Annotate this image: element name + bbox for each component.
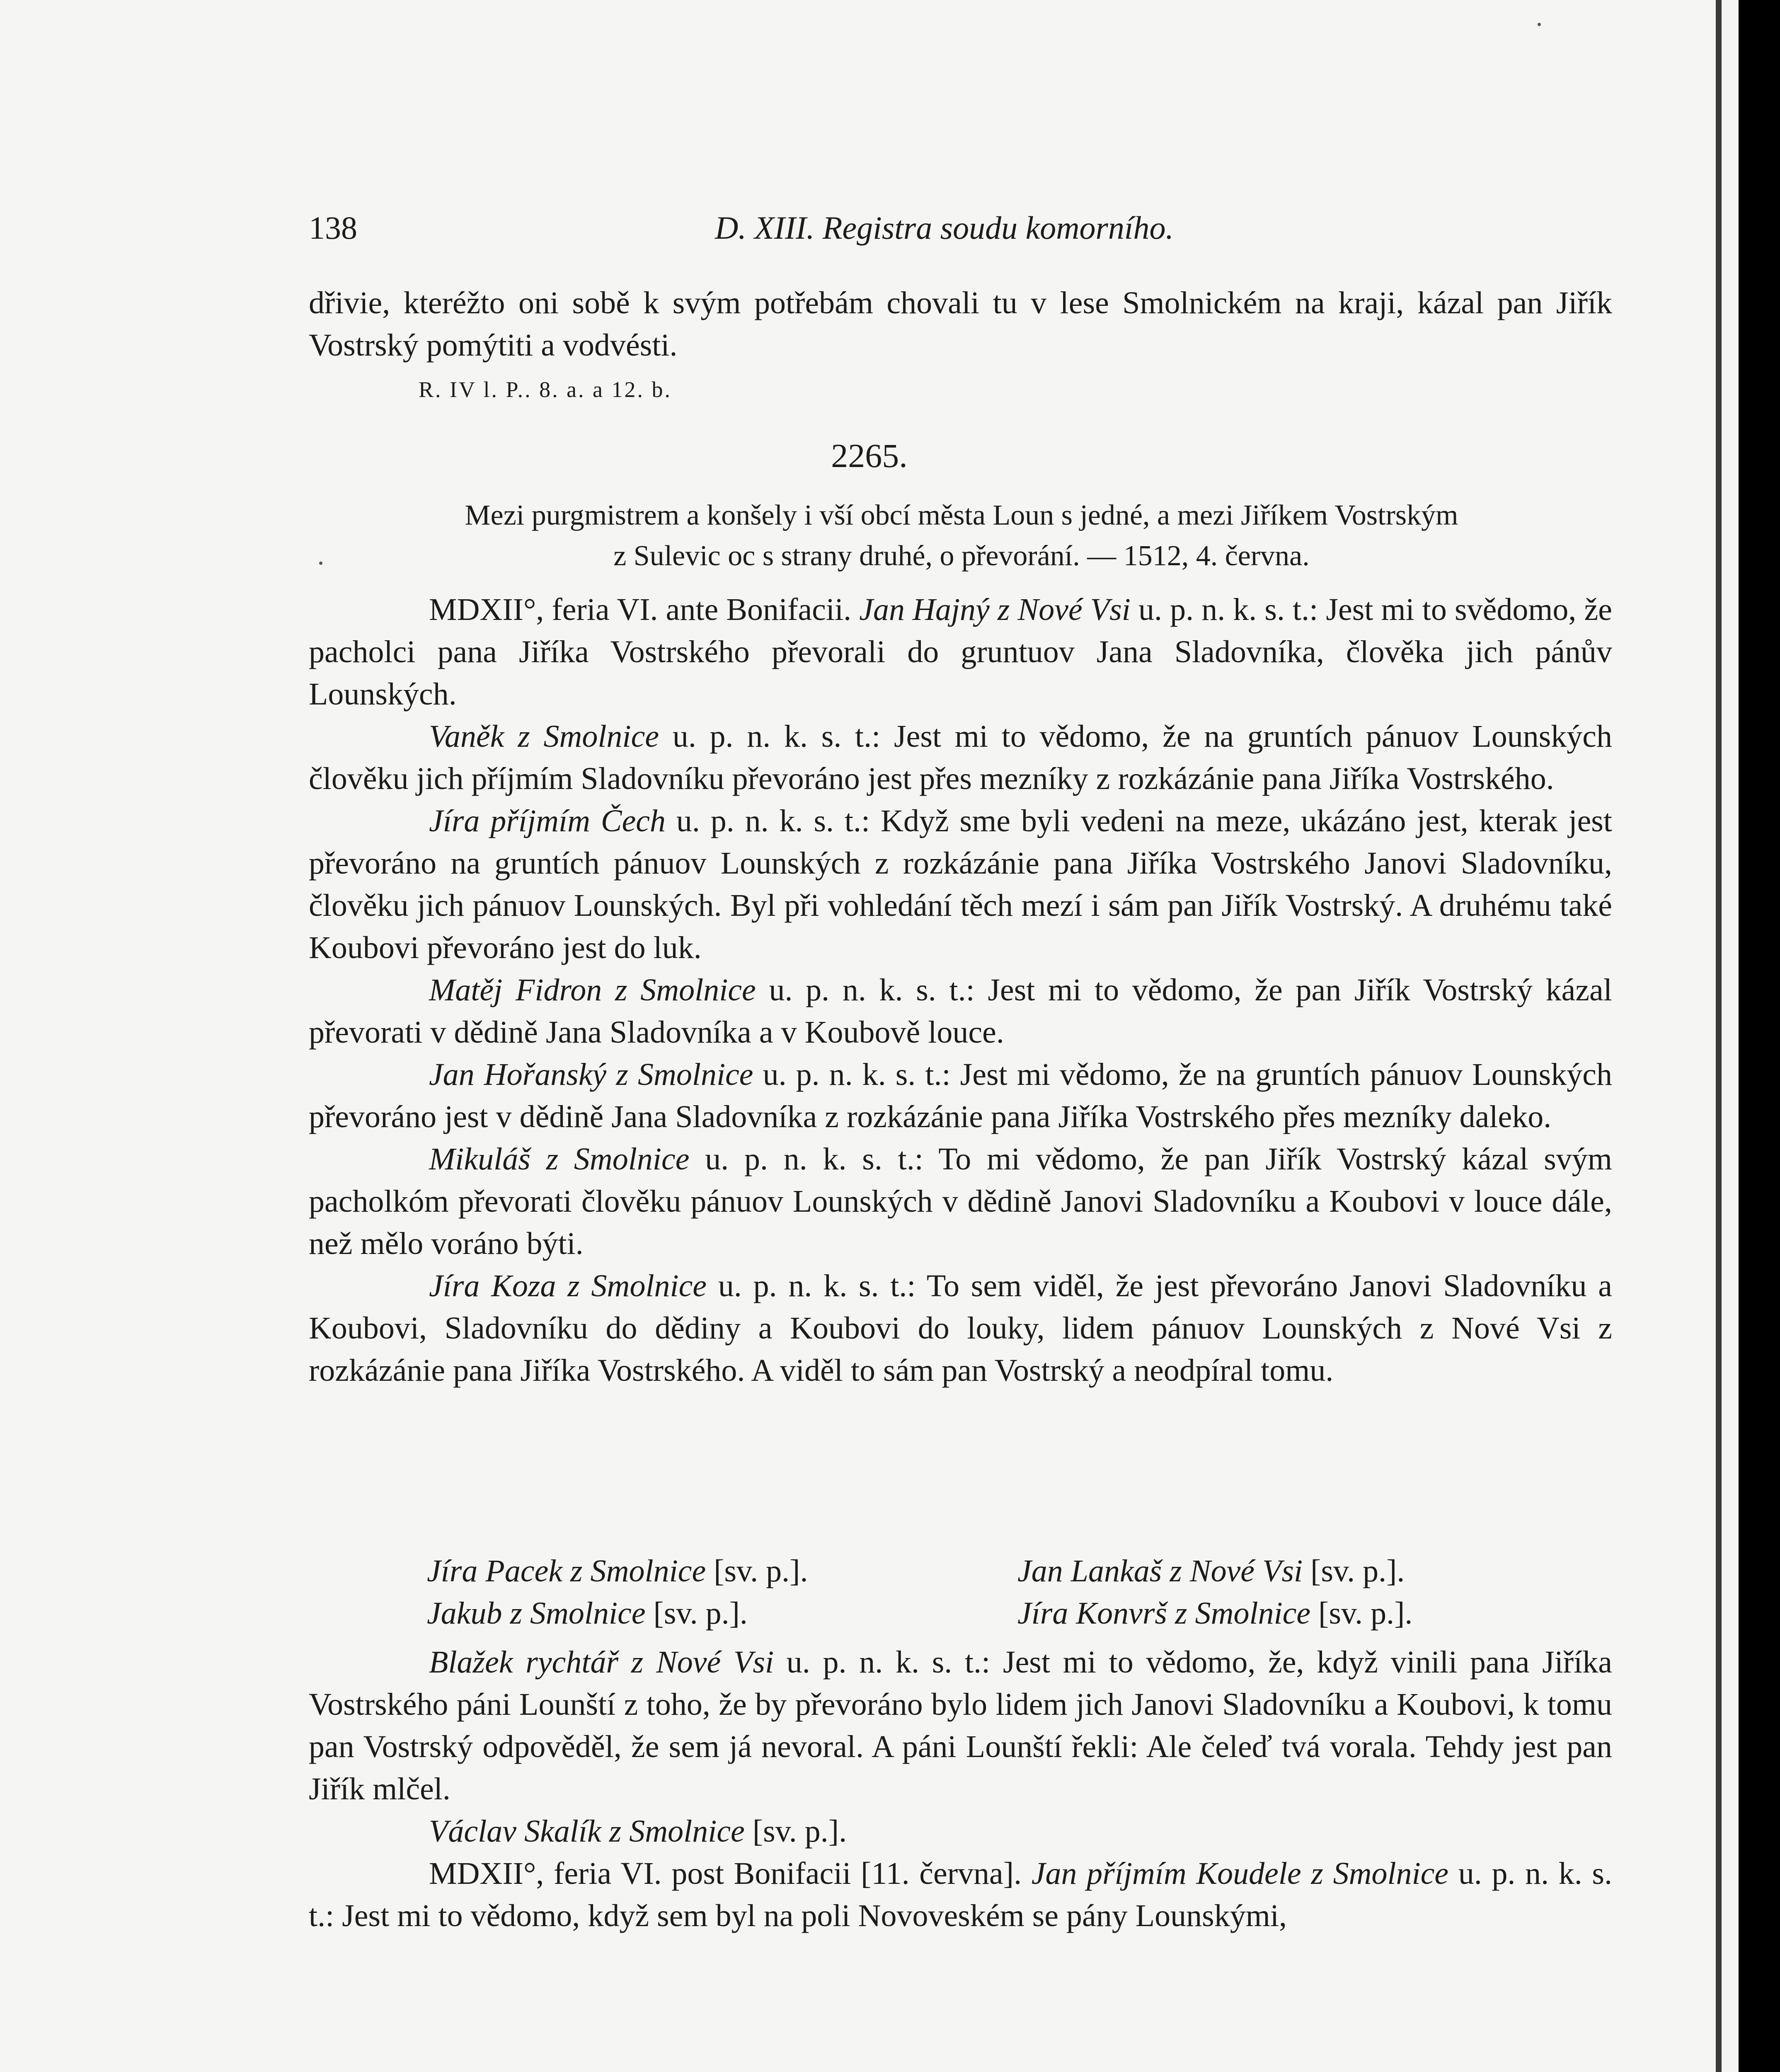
signer [1017,1550,1405,1592]
testimony-body [309,588,1612,1392]
seal-mark: [sv. p.]. [645,1596,748,1631]
intro-text: dřivie, kteréžto oni sobě k svým potřebám chovali tu v lese Smolnickém na kraji, kázal pan Jiřík Vostrský pomýtiti a vodvésti. [309,286,1612,363]
entry-regest [332,495,1591,576]
testimony-paragraph [309,588,1612,715]
testimony-text: u. p. n. k. s. t.: Jest mi to vědomo, že na gruntích pánuov Lounských člověku jich příjmím Sladovníku převoráno jest přes mezníky z rozkázánie pana Jiříka Vostrského. [309,719,1613,796]
seal-mark: [sv. p.]. [706,1554,808,1588]
witness-name: Vaněk z Smolnice [429,719,659,754]
speck-mark [1538,23,1541,26]
testimony-paragraph [309,800,1612,969]
witness-name: Mikuláš z Smolnice [429,1142,690,1176]
signer-name: Jan Lankaš z Nové Vsi [1017,1554,1303,1588]
intro-paragraph [309,282,1612,366]
page-number: 138 [309,210,357,246]
testimony-paragraph [309,1852,1612,1937]
signer [427,1592,748,1634]
archival-reference: R. IV l. P.. 8. a. a 12. b. [419,377,672,402]
witness-name: Jíra příjmím Čech [429,804,666,838]
seal-mark: [sv. p.]. [1303,1554,1405,1588]
running-title: D. XIII. Registra soudu komorního. [715,210,1174,246]
entry-number: 2265. [831,437,908,474]
testimony-text: u. p. n. k. s. t.: To mi vědomo, že pan Jiřík Vostrský kázal svým pacholkóm převorati člověku pánuov Lounských v dědině Janovi Sladovníku a Koubovi v louce dále, než mělo voráno býti. [309,1142,1612,1261]
witness-name: Jan příjmím Koudele z Smolnice [1031,1856,1449,1891]
seal-mark: [sv. p.]. [1310,1596,1413,1631]
regest-line-2: z Sulevic oc s strany druhé, o převorání. — 1512, 4. června. [613,540,1310,572]
witness-name: Matěj Fidron z Smolnice [429,973,756,1007]
testimony-text: u. p. n. k. s. t.: Jest mi to vědomo, že, když vinili pana Jiříka Vostrského páni Lounští z toho, že by převoráno bylo lidem jich Janovi Sladovníku a Koubovi, k tomu pan Vostrský odpověděl, že sem já nevoral. A páni Lounští řekli: Ale čeleď tvá vorala. Tehdy jest pan Jiřík mlčel. [309,1645,1612,1806]
date-prefix: MDXII°, feria VI. ante Bonifacii. [429,592,860,627]
testimony-paragraph [309,969,1612,1053]
testimony-paragraph [309,1265,1612,1392]
testimony-text: u. p. n. k. s. t.: Jest mi vědomo, že na gruntích pánuov Lounských převoráno jest v dědině Jana Sladovníka z rozkázánie pana Jiříka Vostrského přes mezníky daleko. [309,1057,1612,1134]
testimony-paragraph [309,715,1612,800]
regest-line-1: Mezi purgmistrem a konšely i vší obcí města Loun s jedné, a mezi Jiříkem Vostrským [465,499,1458,531]
witness-name: Jan Hořanský z Smolnice [429,1057,753,1092]
signer-name: Jíra Konvrš z Smolnice [1017,1596,1311,1631]
page-edge-line [1716,0,1722,2072]
signer [427,1550,808,1592]
testimony-text: u. p. n. k. s. t.: Jest mi to svědomo, že pacholci pana Jiříka Vostrského převorali do gruntuov Jana Sladovníka, člověka jich pánův Lounských. [309,592,1612,712]
testimony-paragraph [309,1138,1612,1265]
witness-name: Jan Hajný z Nové Vsi [859,592,1131,627]
testimony-text: u. p. n. k. s. t.: Když sme byli vedeni na meze, ukázáno jest, kterak jest převoráno na gruntích pánuov Lounských z rozkázánie pana Jiříka Vostrského Janovi Sladovníku, člověku jich pánuov Lounských. Byl při vohledání těch mezí i sám pan Jiřík Vostrský. A druhému také Koubovi převoráno jest do luk. [309,804,1612,965]
date-prefix: MDXII°, feria VI. post Bonifacii [11. června]. [429,1856,1032,1891]
testimony-text: u. p. n. k. s. t.: To sem viděl, že jest převoráno Janovi Sladovníku a Koubovi, Sladovníku do dědiny a Koubovi do louky, lidem pánuov Lounských z Nové Vsi z rozkázánie pana Jiříka Vostrského. A viděl to sám pan Vostrský a neodpíral tomu. [309,1268,1612,1388]
testimony-paragraph [309,1641,1612,1810]
signer-name: Jakub z Smolnice [427,1596,646,1631]
witness-name: Václav Skalík z Smolnice [429,1814,745,1849]
signer-name: Jíra Pacek z Smolnice [427,1554,706,1588]
seal-mark: [sv. p.]. [744,1814,847,1849]
testimony-paragraph [309,1810,1612,1852]
testimony-paragraph [309,1053,1612,1138]
speck-mark [319,562,322,565]
testimony-text: u. p. n. k. s. t.: Jest mi to vědomo, když sem byl na poli Novoveském se pány Lounskými, [309,1856,1612,1933]
closing-testimony [309,1641,1612,1937]
testimony-text: u. p. n. k. s. t.: Jest mi to vědomo, že pan Jiřík Vostrský kázal převorati v dědině Jana Sladovníka a v Koubově louce. [309,973,1612,1050]
signer [1017,1592,1412,1634]
witness-name: Jíra Koza z Smolnice [429,1268,707,1303]
witness-name: Blažek rychtář z Nové Vsi [429,1645,774,1680]
